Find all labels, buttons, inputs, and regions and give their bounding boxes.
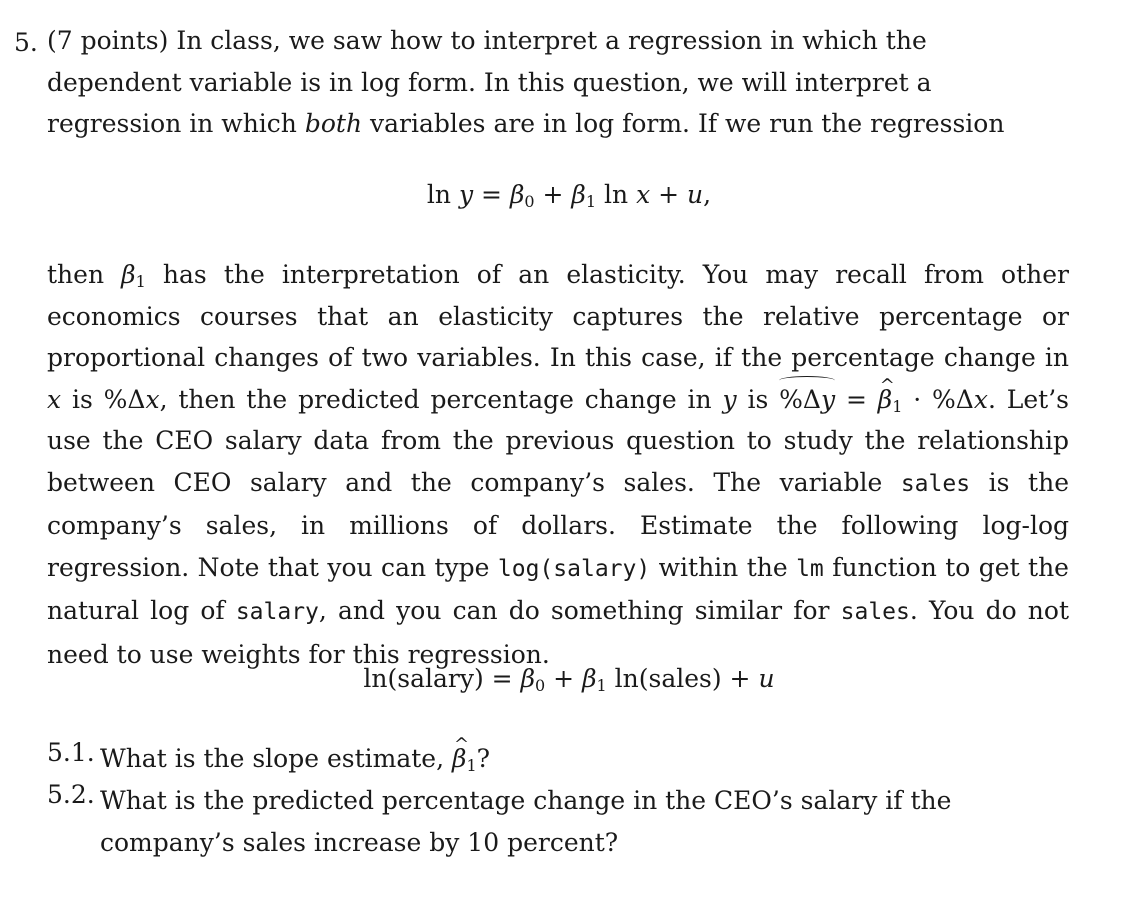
beta1-hat: ^ β [878,379,892,421]
points-label: (7 points) [47,26,169,55]
regression-equation-2: ln(salary) = $\beta_0 + \beta_1$ ln(sales) + u [363,664,775,695]
question-intro [47,20,1069,145]
emphasis-both: both [304,109,363,138]
code-log-salary: log(salary) [497,555,651,582]
code-sales: sales [900,470,971,497]
predicted-pct-change: %Δy [779,379,835,421]
code-salary: salary [235,599,319,625]
code-lm: lm [796,555,824,582]
elasticity-paragraph: then $\beta_1$ has the interpretation of an elasticity. You may recall from other economics courses that an elasticity captures the relative percentage or proportional changes of two variables. In this case, if the percentage change in x is %Δx, then the predicted percentage change in y is %Δy = ^ $\beta_1 \cdot \%\Delta x$. Let’s use the CEO salary data from the previous question to study the relationship between CEO salary and the company’s sales. The variable sales is the company’s sales, in millions of dollars. Estimate the following log-log regression. Note that you can type log(salary) within the lm function to get the natural log of salary, and you can do something similar for sales. You do not need to use weights for this regression. [47,254,1069,675]
question-number: 5. [14,28,38,57]
beta1-hat-2: ^ β [452,738,466,780]
code-sales-2: sales [840,599,910,625]
intro-text: In class, we saw how to interpret a regression in which the dependent variable is in log form. In this question, we will interpret a regression in which [47,26,932,138]
intro-end-text: variables are in log form. If we run the regression [370,109,1005,138]
document-page: 5. (7 points) In class, we saw how to interpret a regression in which the dependent variable is in log form. In this question, we will interpret a regression in which both variables are in log form. If we run the regression $\ln y = \beta_0 + \beta_1$ ln x + u, then $\beta_1$ has the interpretation of an elasticity. You may recall from other economics courses that an elasticity captures the relative percentage or proportional changes of two variables. In this case, if the percentage change in x is %Δx, then the predicted percentage change in y is %Δy = ^ $\beta_1 \cdot \%\Delta x$. Let’s use the CEO salary data from the previous question to study the relationship between CEO salary and the company’s sales. The variable sales is the company’s sales, in millions of dollars. Estimate the following log-log regression. Note that you can type log(salary) within the lm function to get the natural log of salary, and you can do something similar for sales. You do not need to use weights for this regression. ln(salary) = $\beta_0 + \beta_1$ ln(sales) + u 5.1. What is the slope estimate, ^ $\beta_1$? 5.2. What is the predicted percentage change in the CEO’s salary if the company’s sales increase by 10 percent? [0,0,1138,900]
regression-equation-1: $\ln y = \beta_0 + \beta_1$ ln x + u, [426,180,712,211]
